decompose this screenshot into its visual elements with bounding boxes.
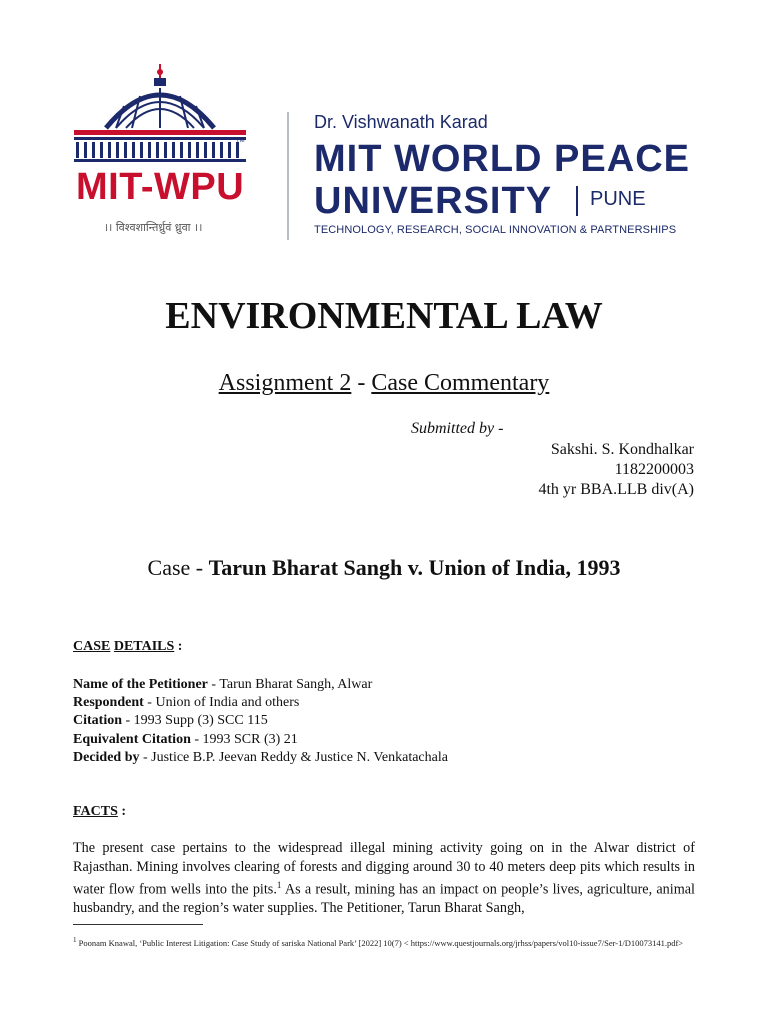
student-info [538, 440, 694, 500]
detail-value: - Tarun Bharat Sangh, Alwar [207, 677, 373, 692]
footnote [73, 934, 695, 949]
founder-name: Dr. Vishwanath Karad [314, 112, 488, 132]
submitted-by-label: Submitted by - [411, 420, 504, 437]
heading-word-case: CASE [73, 639, 111, 654]
footnote-text: Poonam Knawal, ‘Public Interest Litigation: Case Study of sariska National Park’ [2022] 10(7) < https://www.questjournals.org/jrhss/papers/vol10-issue7/Ser-1/D10073141.pdf> [76, 937, 684, 948]
heading-colon: : [117, 804, 127, 819]
facts-heading-word: FACTS [73, 804, 118, 819]
facts-text-1: The present case pertains to the widespread illegal mining activity going on in the Alwar district of Rajasthan. Mining involves clearing of forests and digging around 30 to 40 meters deep pits which results in water flow from wells into the pits. [73, 840, 695, 898]
case-heading [0, 555, 768, 581]
detail-value: - Justice B.P. Jeevan Reddy & Justice N. Venkatachala [139, 749, 448, 765]
university-city: PUNE [590, 188, 646, 210]
detail-row [73, 712, 448, 730]
city-separator [576, 186, 578, 216]
case-name: Tarun Bharat Sangh v. Union of India, 1993 [208, 555, 621, 580]
case-details-heading [73, 639, 182, 655]
detail-label: Respondent [73, 695, 144, 711]
subtitle-separator: - [351, 370, 372, 396]
brand-wordmark: MIT-WPU [76, 166, 245, 208]
student-name: Sakshi. S. Kondhalkar [550, 441, 694, 458]
footnote-number: 1 [73, 936, 77, 944]
assignment-number: Assignment 2 [218, 370, 352, 396]
assignment-subtitle [0, 370, 768, 397]
student-class: 4th yr BBA.LLB div(A) [538, 481, 694, 498]
detail-label: Decided by [73, 749, 140, 765]
university-line-1: MIT WORLD PEACE [314, 138, 690, 180]
detail-label: Equivalent Citation [73, 731, 191, 747]
detail-label: Name of the Petitioner [73, 677, 208, 692]
facts-text-2: As a result, mining has an impact on people’s lives, agriculture, animal husbandry, and the region’s water supplies. The Petitioner, Tarun Bharat Sangh, [73, 881, 695, 917]
assignment-type: Case Commentary [371, 370, 550, 396]
detail-row [73, 749, 448, 767]
trademark-mark: TM [236, 138, 245, 144]
university-tagline: TECHNOLOGY, RESEARCH, SOCIAL INNOVATION & PARTNERSHIPS [314, 224, 677, 236]
logo-motto: ।। विश्वशान्तिर्ध्रुवं ध्रुवा ।। [104, 221, 203, 234]
facts-heading [73, 804, 126, 820]
detail-label: Citation [73, 713, 122, 729]
detail-row [73, 731, 448, 749]
detail-value: - Union of India and others [143, 695, 300, 711]
student-id: 1182200003 [614, 461, 694, 478]
detail-row [73, 676, 448, 694]
logo-divider [287, 112, 289, 240]
mit-wpu-logo [70, 62, 270, 242]
footnote-rule [73, 924, 203, 925]
facts-paragraph [73, 839, 695, 918]
footnote-reference[interactable]: 1 [276, 880, 282, 890]
heading-word-details: DETAILS [113, 639, 175, 654]
heading-colon: : [174, 639, 183, 654]
detail-row [73, 694, 448, 712]
case-details-list [73, 676, 448, 767]
dome-icon [70, 62, 270, 166]
case-prefix: Case - [147, 555, 209, 580]
detail-value: - 1993 Supp (3) SCC 115 [122, 713, 268, 729]
detail-value: - 1993 SCR (3) 21 [190, 731, 298, 747]
page-title: ENVIRONMENTAL LAW [165, 295, 603, 337]
university-line-2: UNIVERSITY [314, 180, 553, 222]
